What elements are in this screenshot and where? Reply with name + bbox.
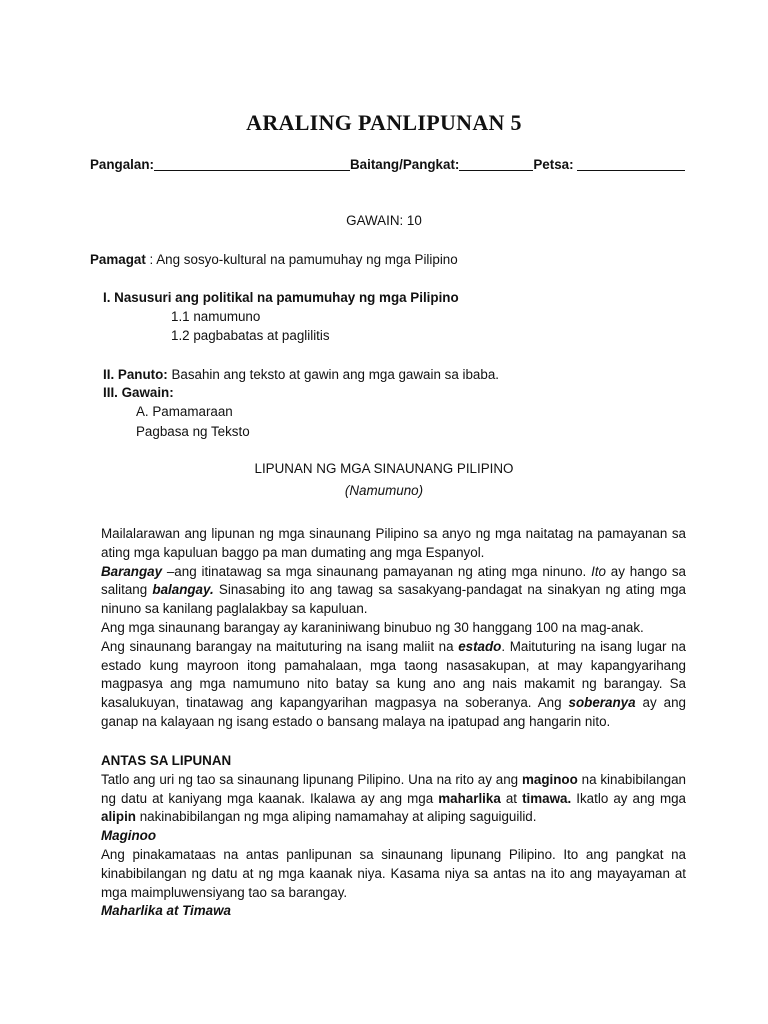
maharlika-heading: Maharlika at Timawa xyxy=(101,903,231,919)
pamagat-line xyxy=(90,252,458,267)
pamagat-text: : Ang sosyo-kultural na pamumuhay ng mga Pilipino xyxy=(145,252,458,267)
reading-title: LIPUNAN NG MGA SINAUNANG PILIPINO xyxy=(254,461,514,476)
text-run: Ito xyxy=(591,563,606,579)
student-info-line xyxy=(90,157,685,172)
pamagat-label: Pamagat xyxy=(90,252,146,267)
page-title: ARALING PANLIPUNAN 5 xyxy=(246,110,522,135)
grade-blank[interactable] xyxy=(459,158,533,171)
text-run: . Maituturing na isang lugar na estado kung mayroon itong pamahalaan, mga taong nasasakupan, at may kapangyarihang magpasya ang mga namumuno nito batay sa kung ano ang nais makamit ng barangay. Sa kasalukuyan, tinatawag ang kapangyarihan magpasya na soberanya. Ang xyxy=(101,638,686,711)
reading-paragraph xyxy=(101,619,686,638)
text-run: –ang itinatawag sa mga sinaunang pamayanan ng ating mga ninuno. xyxy=(162,563,592,579)
maginoo-paragraph xyxy=(101,846,686,902)
reading-paragraph xyxy=(101,525,686,563)
text-run: Ikatlo ay ang mga xyxy=(571,790,686,806)
maginoo-heading: Maginoo xyxy=(101,828,157,844)
gawain-section-item: Pagbasa ng Teksto xyxy=(136,424,250,439)
gawain-section-label: III. Gawain: xyxy=(103,385,174,400)
text-run: Barangay xyxy=(101,563,163,579)
text-run: Mailalarawan ang lipunan ng mga sinaunang Pilipino sa anyo ng mga naitatag na pamayanan sa ating mga kapuluan baggo pa man dumating ang mga Espanyol. xyxy=(101,526,686,560)
gawain-section-item: A. Pamamaraan xyxy=(136,404,233,419)
text-run: ay ang ganap na kalayaan ng isang estado o bansang malaya na ipatupad ang hangarin nito. xyxy=(101,695,686,729)
text-run: soberanya xyxy=(568,695,636,711)
grade-label: Baitang/Pangkat: xyxy=(350,157,460,172)
reading-paragraph xyxy=(101,563,686,619)
text-run: Ang pinakamataas na antas panlipunan sa sinaunang lipunang Pilipino. Ito ang pangkat na kinabibilangan ng datu at ng mga kaanak niya. Kasama niya sa antas na ito ang mayayaman at mga maimpluwensiyang tao sa barangay. xyxy=(101,846,686,900)
text-run: ay hango sa salitang xyxy=(101,563,686,598)
antas-heading: ANTAS SA LIPUNAN xyxy=(101,753,232,768)
text-run: alipin xyxy=(101,809,136,825)
text-run: na kinabibilangan ng datu at kaniyang mga kaanak. Ikalawa ay ang mga xyxy=(101,771,686,806)
text-run: maharlika xyxy=(438,790,501,806)
text-run: at xyxy=(500,790,523,806)
panuto-label: II. Panuto: xyxy=(103,367,168,382)
gawain-number: GAWAIN: 10 xyxy=(346,213,422,228)
text-run: Tatlo ang uri ng tao sa sinaunang lipunang Pilipino. Una na rito ay ang xyxy=(101,771,522,787)
reading-body xyxy=(101,525,686,732)
panuto-text: Basahin ang teksto at gawin ang mga gawain sa ibaba. xyxy=(167,367,499,382)
date-label: Petsa: xyxy=(533,157,578,172)
text-run: nakinabibilangan ng mga aliping namamahay at aliping saguiguilid. xyxy=(135,809,537,825)
text-run: Sinasabing ito ang tawag sa sasakyang-pandagat na sinakyan ng ating mga ninuno sa kanilang paglalakbay sa kapuluan. xyxy=(101,582,686,617)
antas-section xyxy=(101,752,686,921)
reading-paragraph xyxy=(101,638,686,732)
text-run: timawa. xyxy=(522,790,572,806)
reading-subtitle: (Namumuno) xyxy=(344,483,424,498)
section-1-heading: I. Nasusuri ang politikal na pamumuhay ng mga Pilipino xyxy=(103,290,459,305)
section-1-item: 1.1 namumuno xyxy=(171,309,261,324)
text-run: maginoo xyxy=(521,771,578,787)
text-run: Ang sinaunang barangay na maituturing na isang maliit na xyxy=(101,638,459,654)
antas-paragraph xyxy=(101,771,686,827)
panuto-line xyxy=(103,367,499,382)
name-blank[interactable] xyxy=(154,158,350,171)
text-run: Ang mga sinaunang barangay ay karaniniwang binubuo ng 30 hanggang 100 na mag-anak. xyxy=(101,619,644,635)
date-blank[interactable] xyxy=(577,158,685,171)
text-run: balangay. xyxy=(152,582,214,598)
section-1-item: 1.2 pagbabatas at paglilitis xyxy=(171,328,330,343)
text-run: estado xyxy=(458,638,502,654)
name-label: Pangalan: xyxy=(90,157,154,172)
